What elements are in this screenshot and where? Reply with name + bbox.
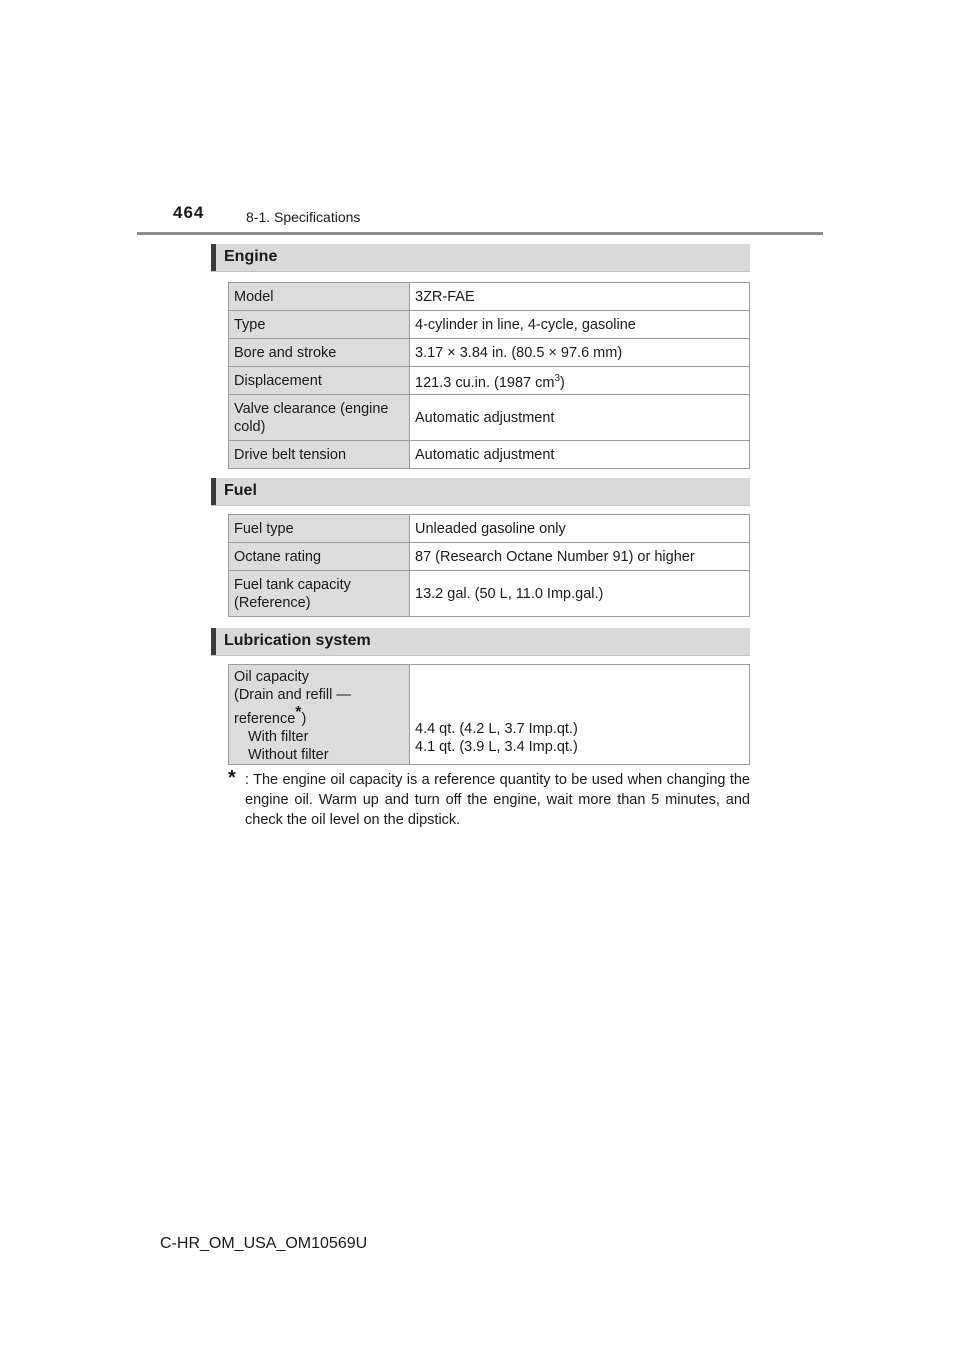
table-row: [229, 665, 750, 765]
without-filter-label: Without filter: [248, 746, 329, 763]
heading-accent-bar: [211, 478, 216, 505]
heading-accent-bar: [211, 244, 216, 271]
spec-label: Drive belt tension: [229, 441, 410, 469]
fuel-section-title: Fuel: [224, 482, 257, 499]
section-title: 8-1. Specifications: [246, 209, 361, 225]
spec-value: [410, 367, 750, 395]
table-row: [229, 311, 750, 339]
reference-close: ): [301, 710, 307, 727]
spec-label: Displacement: [229, 367, 410, 395]
displacement-value: 121.3 cu.in. (1987 cm: [415, 374, 555, 391]
spec-value: 3.17 × 3.84 in. (80.5 × 97.6 mm): [410, 339, 750, 367]
spec-label: Fuel type: [229, 515, 410, 543]
footnote-text: : The engine oil capacity is a reference quantity to be used when changing the engine oil. Warm up and turn off the engine, wait more than 5 minutes, and check the oil level on the dipstick.: [245, 772, 750, 828]
page-number: 464: [173, 203, 205, 222]
table-row: [229, 283, 750, 311]
spec-value: 13.2 gal. (50 L, 11.0 Imp.gal.): [410, 571, 750, 617]
table-row: [229, 339, 750, 367]
spec-value: 87 (Research Octane Number 91) or higher: [410, 543, 750, 571]
engine-section-title: Engine: [224, 248, 278, 265]
oil-capacity-label: [229, 665, 410, 765]
fuel-section-heading: [211, 478, 750, 506]
spec-value: 3ZR-FAE: [410, 283, 750, 311]
spec-value: Unleaded gasoline only: [410, 515, 750, 543]
displacement-close: ): [560, 374, 565, 391]
spec-value: Automatic adjustment: [410, 441, 750, 469]
footnote: [228, 767, 750, 830]
reference-text: reference: [234, 710, 296, 727]
header-divider: [137, 232, 823, 235]
footnote-marker: *: [228, 767, 236, 789]
table-row: [229, 441, 750, 469]
drain-refill-line: (Drain and refill —: [234, 687, 351, 703]
table-row: [229, 571, 750, 617]
spec-value: Automatic adjustment: [410, 395, 750, 441]
oil-capacity-line: Oil capacity: [234, 669, 309, 685]
reference-line: [234, 704, 404, 728]
engine-spec-table: [228, 282, 750, 469]
spec-label: Type: [229, 311, 410, 339]
engine-section-heading: [211, 244, 750, 272]
table-row: [229, 543, 750, 571]
document-code: C-HR_OM_USA_OM10569U: [160, 1235, 368, 1252]
lubrication-section-heading: [211, 628, 750, 656]
spec-label: Model: [229, 283, 410, 311]
spec-label: Bore and stroke: [229, 339, 410, 367]
spec-label: Valve clearance (engine cold): [229, 395, 410, 441]
table-row: [229, 367, 750, 395]
page-header: [0, 0, 960, 240]
fuel-spec-table: [228, 514, 750, 617]
spec-label: Octane rating: [229, 543, 410, 571]
reference-star: *: [295, 704, 302, 721]
without-filter-value: 4.1 qt. (3.9 L, 3.4 Imp.qt.): [415, 739, 578, 755]
spec-label: Fuel tank capacity (Reference): [229, 571, 410, 617]
superscript-unit: 3: [554, 372, 561, 384]
lubrication-section-title: Lubrication system: [224, 632, 371, 649]
oil-capacity-value: [410, 665, 750, 765]
lubrication-spec-table: [228, 664, 750, 765]
table-row: [229, 395, 750, 441]
heading-accent-bar: [211, 628, 216, 655]
with-filter-label: With filter: [248, 728, 309, 745]
table-row: [229, 515, 750, 543]
spec-value: 4-cylinder in line, 4-cycle, gasoline: [410, 311, 750, 339]
with-filter-value: 4.4 qt. (4.2 L, 3.7 Imp.qt.): [415, 721, 578, 737]
